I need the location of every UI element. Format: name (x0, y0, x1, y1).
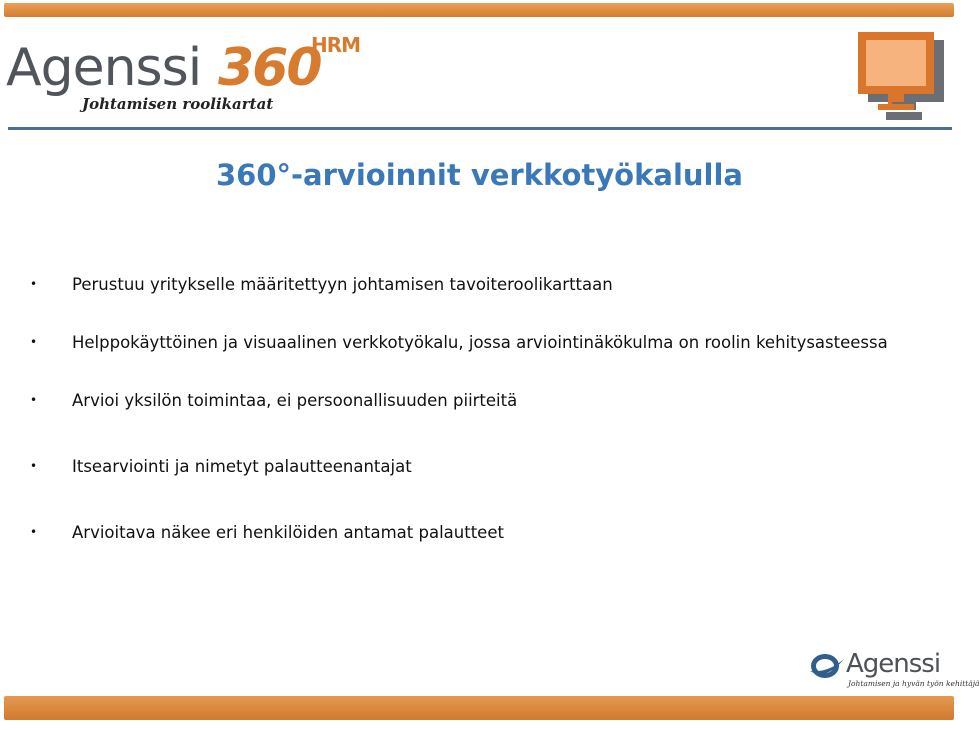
bullet-item (30, 516, 930, 549)
globe-swoosh-icon (808, 651, 846, 681)
header-divider (8, 127, 952, 130)
bottom-accent-bar (4, 696, 954, 720)
bullet-item (30, 450, 930, 483)
footer-agenssi-logo (808, 649, 980, 691)
bullet-text: Perustuu yritykselle määritettyyn johtamisen tavoiteroolikarttaan (72, 275, 613, 294)
logo-wordmark: Agenssi (6, 38, 202, 98)
slide-title: 360°-arvioinnit verkkotyökalulla (215, 158, 743, 192)
bullet-item (30, 268, 930, 301)
bullet-dot: • (30, 277, 38, 291)
bullet-list (30, 268, 930, 549)
bullet-dot: • (30, 335, 38, 349)
logo-tagline: Johtamisen roolikartat (82, 95, 274, 113)
footer-brand: Agenssi (846, 649, 941, 679)
bullet-item (30, 326, 930, 359)
bullet-text: Helppokäyttöinen ja visuaalinen verkkotyökalu, jossa arviointinäkökulma on roolin kehitysasteessa (72, 333, 888, 352)
logo-number: 360 (218, 38, 321, 98)
footer-tagline: Johtamisen ja hyvän työn kehittäjä (848, 679, 980, 688)
bullet-dot: • (30, 525, 38, 539)
monitor-icon (858, 32, 948, 122)
agenssi360-logo (6, 28, 386, 118)
bullet-dot: • (30, 393, 38, 407)
bullet-item (30, 384, 930, 417)
bullet-text: Arvioitava näkee eri henkilöiden antamat palautteet (72, 523, 504, 542)
bullet-text: Arvioi yksilön toimintaa, ei persoonallisuuden piirteitä (72, 391, 518, 410)
logo-hrm: HRM (311, 33, 361, 57)
bullet-text: Itsearviointi ja nimetyt palautteenantajat (72, 457, 412, 476)
top-accent-bar (4, 3, 954, 17)
bullet-dot: • (30, 459, 38, 473)
